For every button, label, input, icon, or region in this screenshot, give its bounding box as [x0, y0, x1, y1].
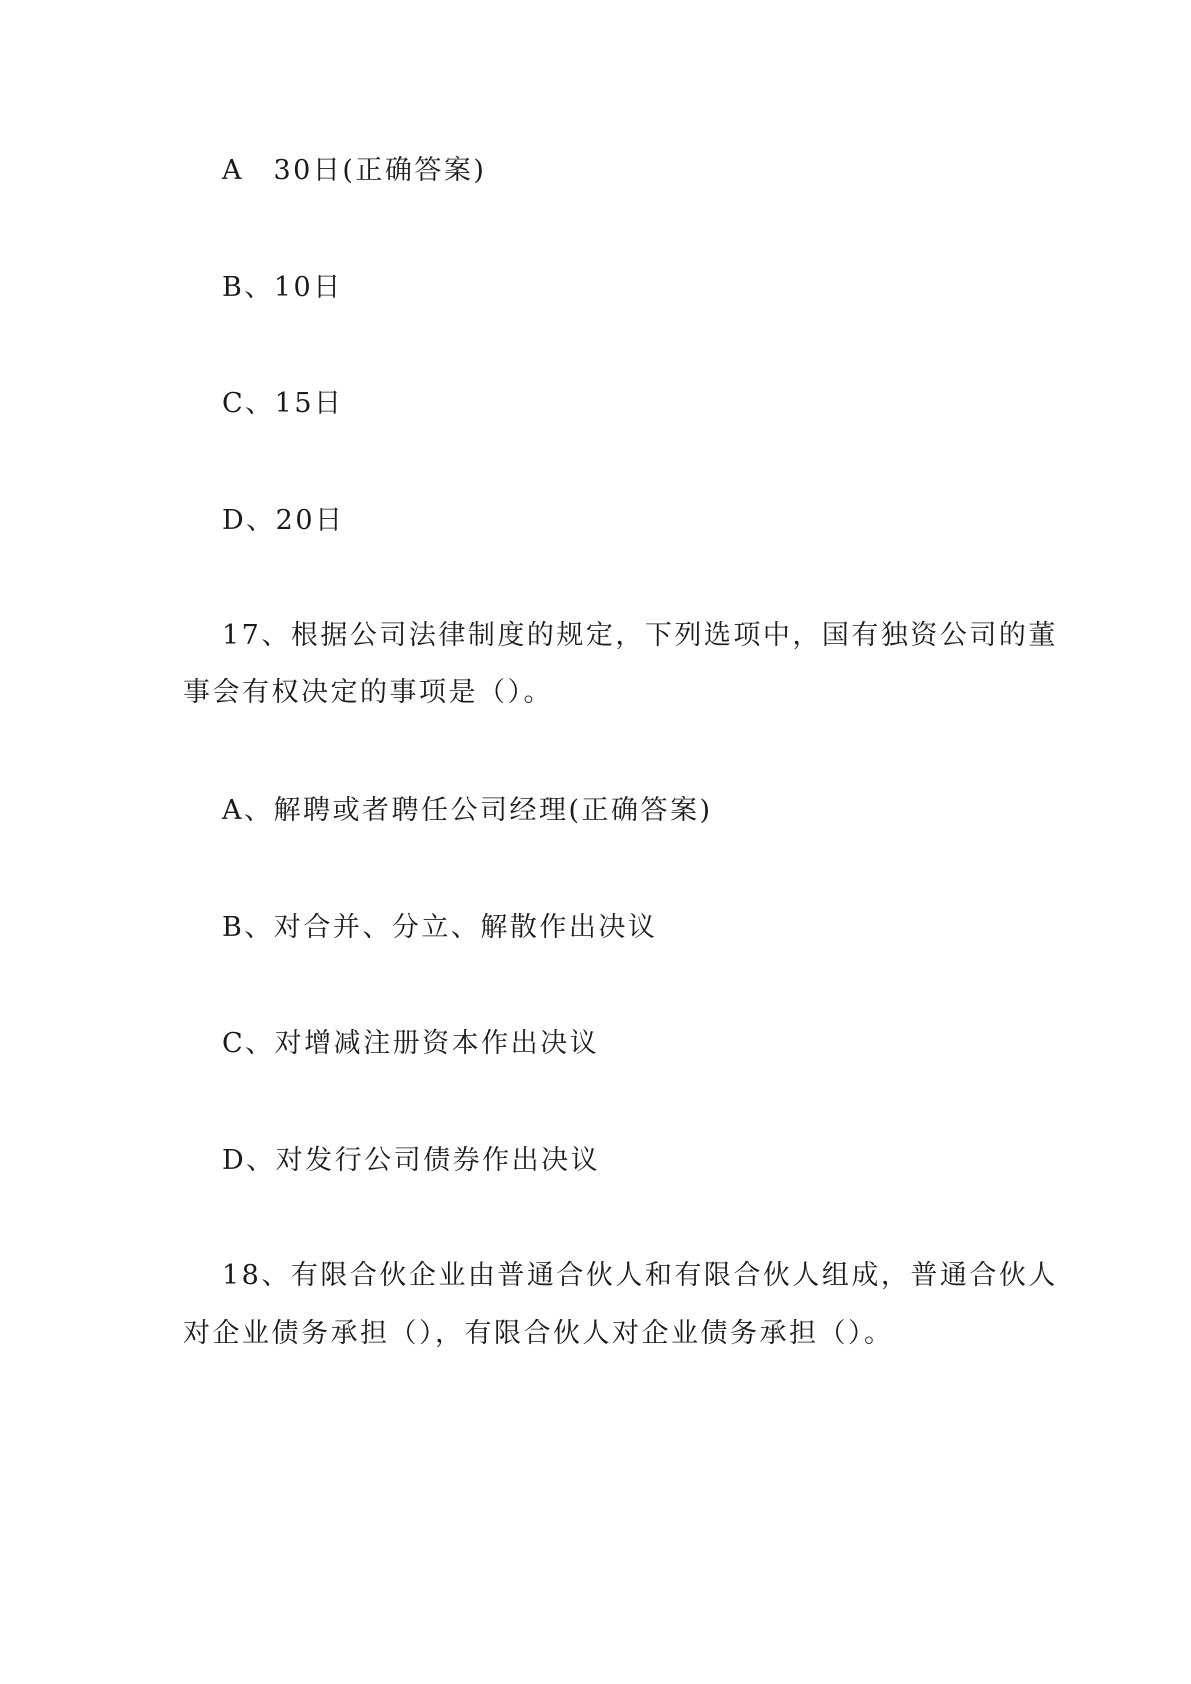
q18-stem-line2: 对企业债务承担（），有限合伙人对企业债务承担（）。 [183, 1318, 894, 1349]
q16-option-c: C、15日 [222, 388, 344, 419]
q18-stem-line1: 18、有限合伙企业由普通合伙人和有限合伙人组成，普通合伙人 [222, 1260, 1058, 1291]
q17-option-c: C、对增减注册资本作出决议 [222, 1028, 600, 1059]
q16-option-a: A 30日(正确答案) [222, 155, 487, 186]
q16-option-b: B、10日 [222, 272, 343, 303]
q17-option-a: A、解聘或者聘任公司经理(正确答案) [222, 795, 713, 826]
q17-option-b: B、对合并、分立、解散作出决议 [222, 912, 658, 943]
q17-stem-line2: 事会有权决定的事项是（）。 [183, 677, 553, 708]
q17-stem-line1: 17、根据公司法律制度的规定，下列选项中，国有独资公司的董 [222, 620, 1058, 651]
q16-option-d: D、20日 [222, 505, 345, 536]
q17-option-d: D、对发行公司债券作出决议 [222, 1145, 601, 1176]
